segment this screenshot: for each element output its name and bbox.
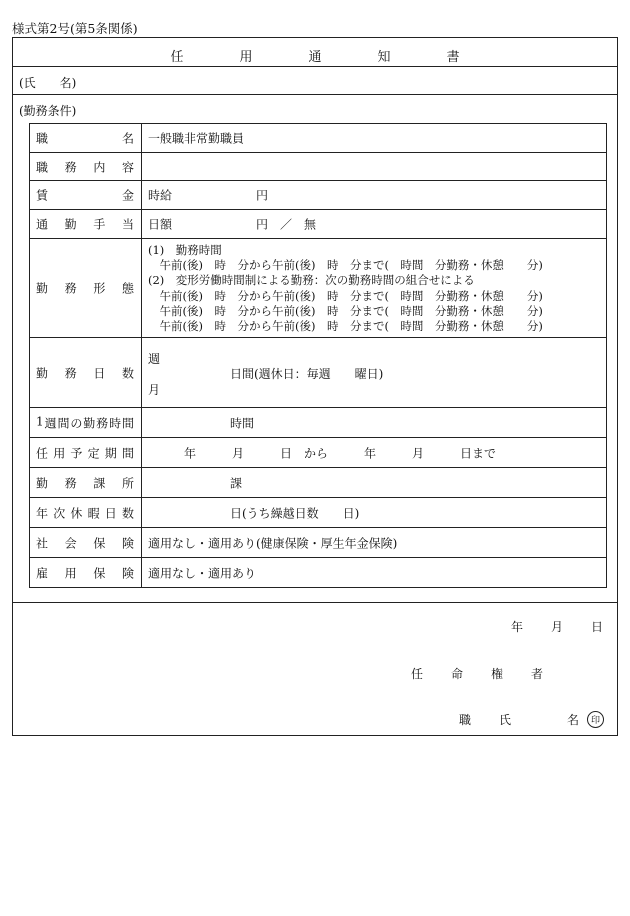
row-social-insurance — [30, 528, 606, 558]
employment-insurance-value: 適用なし・適用あり — [148, 566, 257, 580]
divider — [13, 602, 617, 603]
section-value: 課 — [230, 476, 243, 490]
row-work-form — [30, 239, 606, 338]
conditions-table — [29, 123, 607, 588]
row-job-title — [30, 124, 606, 153]
title-char: 書 — [446, 50, 460, 65]
row-label: 職 名 — [36, 131, 134, 146]
row-label: 1 週 間 の 勤 務 時 間 — [36, 414, 134, 430]
row-label: 任 用 予 定 期 間 — [36, 446, 134, 460]
name-label: (氏 名) — [19, 76, 77, 90]
divider — [13, 94, 617, 95]
form-number-label: 様式第2号(第5条関係) — [12, 21, 138, 36]
row-label: 勤 務 課 所 — [36, 476, 134, 490]
seal-icon: 印 — [587, 711, 604, 728]
variable-hours-heading: (2) 変形労働時間制による勤務：次の勤務時間の組合せによる — [148, 273, 475, 287]
conditions-label: (勤務条件) — [19, 104, 77, 118]
row-label: 勤 務 日 数 — [36, 366, 134, 380]
row-label: 年 次 休 暇 日 数 — [36, 506, 134, 520]
row-label: 雇 用 保 険 — [36, 566, 134, 580]
form-title — [13, 46, 617, 65]
title-char: 知 — [377, 50, 391, 65]
work-hours-line: 午前(後) 時 分から午前(後) 時 分まで( 時間 分勤務・休憩 分) — [148, 289, 543, 303]
month-label: 月 — [550, 620, 563, 634]
commute-value: 日額 円 ／ 無 — [148, 217, 317, 232]
weekly-hours-value: 時間 — [230, 416, 255, 430]
work-hours-heading: (1) 勤務時間 — [148, 243, 222, 257]
signer-name-line: 職 氏 名 印 — [459, 711, 604, 728]
signature-date — [511, 618, 603, 635]
notice-form — [12, 37, 618, 736]
day-label: 日 — [590, 620, 603, 634]
month-label: 月 — [148, 383, 161, 397]
row-label: 職 務 内 容 — [36, 160, 134, 174]
title-char: 任 — [170, 50, 184, 65]
row-weekly-hours — [30, 408, 606, 438]
year-label: 年 — [510, 620, 523, 634]
appointing-authority: 任 命 権 者 — [411, 667, 544, 681]
row-work-section — [30, 468, 606, 498]
title-char: 用 — [239, 50, 253, 65]
row-label: 社 会 保 険 — [36, 536, 134, 550]
row-work-days — [30, 338, 606, 408]
row-label: 勤 務 形 態 — [36, 281, 134, 296]
work-hours-line: 午前(後) 時 分から午前(後) 時 分まで( 時間 分勤務・休憩 分) — [148, 258, 543, 272]
row-duties — [30, 153, 606, 181]
row-wage — [30, 181, 606, 210]
wage-value: 時給 円 — [148, 188, 269, 203]
row-appointment-period — [30, 438, 606, 468]
row-employment-insurance — [30, 558, 606, 587]
work-days-detail: 日間(週休日：毎週 曜日) — [230, 367, 384, 381]
title-char: 通 — [308, 50, 322, 65]
row-commute-allowance — [30, 210, 606, 239]
row-annual-leave — [30, 498, 606, 528]
work-hours-line: 午前(後) 時 分から午前(後) 時 分まで( 時間 分勤務・休憩 分) — [148, 319, 543, 333]
divider — [13, 66, 617, 67]
week-label: 週 — [148, 352, 161, 366]
row-label: 賃 金 — [36, 188, 134, 203]
row-label: 通 勤 手 当 — [36, 217, 134, 232]
leave-value: 日(うち繰越日数 日) — [230, 506, 360, 520]
social-insurance-value: 適用なし・適用あり(健康保険・厚生年金保険) — [148, 536, 398, 550]
work-hours-line: 午前(後) 時 分から午前(後) 時 分まで( 時間 分勤務・休憩 分) — [148, 304, 543, 318]
job-title-value: 一般職非常勤職員 — [148, 131, 245, 146]
period-value: 年 月 日 から 年 月 日まで — [184, 446, 497, 460]
